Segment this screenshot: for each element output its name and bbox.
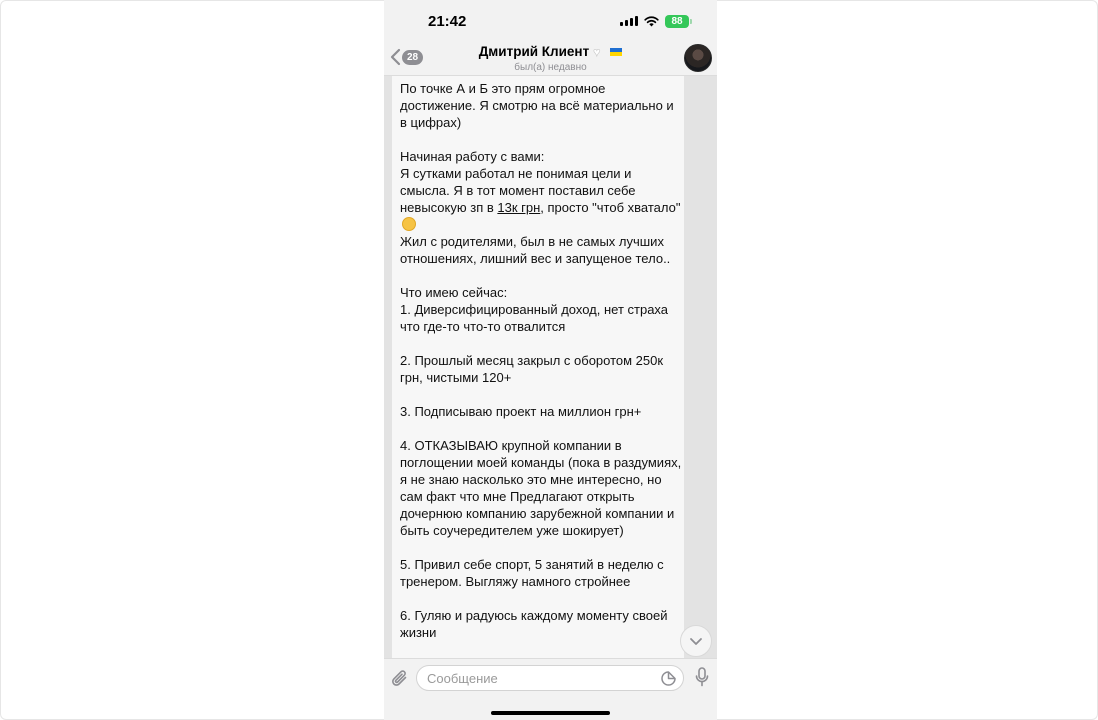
contact-name-row: [479, 44, 623, 59]
home-indicator: [491, 711, 610, 715]
contact-status: был(а) недавно: [514, 62, 587, 73]
battery-icon: 88: [665, 15, 689, 28]
voice-message-button[interactable]: [695, 667, 709, 692]
clock: 21:42: [428, 13, 467, 30]
white-heart-icon: ♥: [593, 44, 601, 59]
attach-button[interactable]: [390, 668, 410, 693]
message-paragraph: По точке А и Б это прям огромное достижение. Я смотрю на всё материально и в цифрах): [400, 81, 678, 130]
microphone-icon: [695, 667, 709, 687]
scroll-down-button[interactable]: [680, 625, 712, 657]
cellular-signal-icon: [620, 16, 638, 26]
chevron-left-icon: [390, 48, 401, 66]
message-paragraph: Что имею сейчас: 1. Диверсифицированный доход, нет страха что где-то что-то отвалится: [400, 285, 669, 334]
sticker-icon: [660, 670, 677, 687]
ukraine-flag-icon: [610, 48, 622, 56]
status-bar: [384, 0, 717, 42]
sticker-button[interactable]: [660, 670, 677, 692]
message-input-box[interactable]: [416, 665, 684, 691]
message-composer: [384, 658, 717, 720]
unread-count-badge: 28: [402, 50, 423, 65]
message-paragraph: 3. Подписываю проект на миллион грн+: [400, 404, 642, 419]
chevron-down-icon: [689, 637, 703, 646]
message-input[interactable]: [427, 669, 647, 687]
contact-name: Дмитрий Клиент: [478, 44, 590, 59]
message-paragraph: 5. Привил себе спорт, 5 занятий в неделю с тренером. Выгляжу намного стройнее: [400, 557, 668, 589]
wifi-icon: [644, 16, 659, 27]
back-button[interactable]: [390, 48, 423, 66]
phone-screen: [384, 0, 717, 720]
chat-title[interactable]: [444, 43, 657, 73]
avatar[interactable]: [684, 44, 712, 72]
message-paragraph: Начиная работу с вами: Я сутками работал не понимая цели и смысла. Я в тот момент поставил себе невысокую зп в 13к грн, просто "чтоб хватало" Жил с родителями, был в не самых лучших отношениях, лишний вес и запущеное тело..: [400, 149, 681, 266]
message-bubble[interactable]: [392, 76, 684, 658]
chat-header: [384, 42, 717, 76]
paperclip-icon: [390, 668, 410, 688]
message-paragraph: 4. ОТКАЗЫВАЮ крупной компании в поглощении моей команды (пока в раздумиях, я не знаю насколько это мне интересно, но сам факт что мне Предлагают открыть дочернюю компанию зарубежной компании и быть соучередителем уже шокирует): [400, 438, 685, 538]
amount-link[interactable]: 13к грн: [497, 200, 541, 215]
chat-area[interactable]: [384, 76, 717, 658]
status-icons: [620, 14, 689, 28]
message-paragraph: 2. Прошлый месяц закрыл с оборотом 250к грн, чистыми 120+: [400, 353, 667, 385]
message-paragraph: 6. Гуляю и радуюсь каждому моменту своей жизни: [400, 608, 672, 640]
emoji-icon: [402, 217, 416, 231]
